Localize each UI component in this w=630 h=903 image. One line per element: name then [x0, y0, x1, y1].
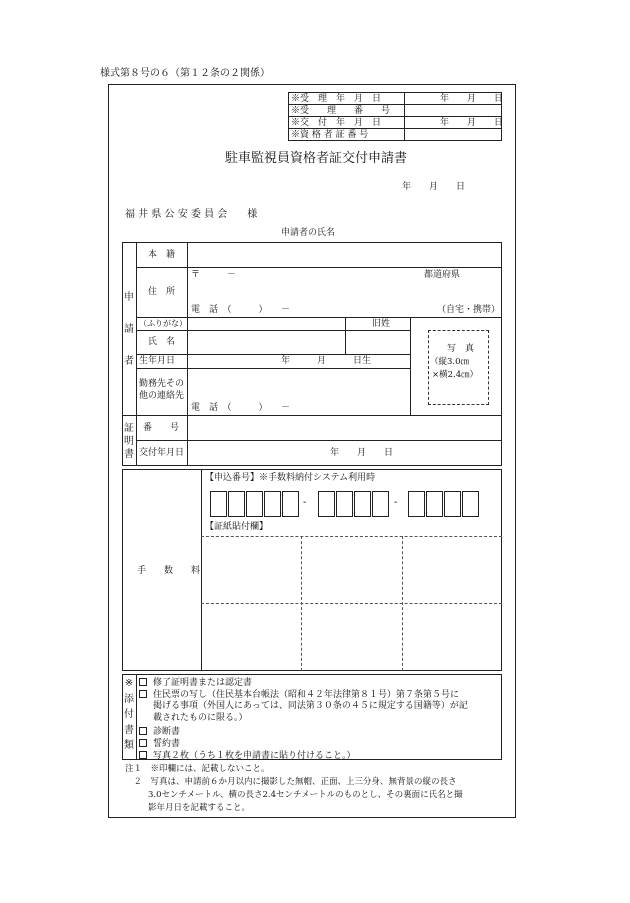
application-number-digit[interactable]	[210, 491, 227, 517]
honseki-label: 本 籍	[148, 250, 176, 260]
attachment-checkbox[interactable]	[139, 739, 147, 747]
office-row-value: 年 月 日	[440, 118, 504, 128]
application-number-digit[interactable]	[444, 491, 461, 517]
home-phone-field[interactable]: 電 話 （ ） －	[191, 305, 291, 315]
note-line: 注１ ※印欄には、記載しないこと。	[125, 764, 270, 774]
attachment-checkbox[interactable]	[139, 678, 147, 686]
workplace-label: 他の連絡先	[139, 391, 185, 401]
application-number-digit[interactable]	[228, 491, 245, 517]
application-number-digit[interactable]	[462, 491, 479, 517]
photo-size: （縦3.0㎝	[430, 357, 470, 367]
photo-frame	[428, 330, 489, 405]
photo-title: 写 真	[447, 344, 475, 354]
office-row-label: ※受 理 番 号	[291, 106, 391, 116]
attachment-item-continued: 掲げる事項（外国人にあっては、同法第３０条の４５に規定する国籍等）が記	[153, 701, 468, 711]
attachment-checkbox[interactable]	[139, 727, 147, 735]
fee-label: 手 数 料	[137, 566, 201, 576]
application-number-digit[interactable]	[408, 491, 425, 517]
application-number-digit[interactable]	[426, 491, 443, 517]
attachment-checkbox[interactable]	[139, 751, 147, 759]
application-number-digit[interactable]	[264, 491, 281, 517]
attachment-item: 写真２枚（うち１枚を申請書に貼り付けること。）	[139, 751, 356, 761]
work-phone-field[interactable]: 電 話 （ ） －	[191, 403, 291, 413]
office-row-label: ※交 付 年 月 日	[291, 118, 382, 128]
office-row-value: 年 月 日	[440, 94, 504, 104]
attachment-item: 誓約書	[139, 739, 180, 749]
attachments-side-label: ※ 添 付 書 類	[124, 678, 134, 751]
name-label: 氏 名	[148, 337, 176, 347]
applicant-side-label: 申 請 者	[124, 292, 134, 367]
application-date: 年 月 日	[402, 182, 466, 192]
addressee: 福 井 県 公 安 委 員 会 様	[125, 209, 258, 220]
birth-date-label: 生年月日	[139, 356, 176, 366]
application-number-digit[interactable]	[336, 491, 353, 517]
application-number-digit[interactable]	[372, 491, 389, 517]
note-line: ２ 写真は、申請前６か月以内に撮影した無帽、正面、上三分身、無背景の縦の長さ	[125, 777, 457, 787]
application-number-digit[interactable]	[318, 491, 335, 517]
certificate-date-label: 交付年月日	[139, 448, 185, 458]
applicant-name-label: 申請者の氏名	[281, 228, 336, 238]
application-number-label: 【申込番号】※手数料納付システム利用時	[205, 473, 376, 483]
attachment-item: 診断書	[139, 727, 180, 737]
workplace-label: 勤務先その	[139, 379, 185, 389]
attachment-item-continued: 載されたものに限る。）	[153, 713, 248, 723]
prefecture-label: 都道府県	[424, 270, 461, 280]
certificate-side-label: 証 明 書	[124, 423, 134, 460]
office-row-label: ※受 理 年 月 日	[291, 94, 382, 104]
attachment-item: 住民票の写し（住民基本台帳法（昭和４２年法律第８１号）第７条第５号に	[139, 690, 459, 700]
stamp-area-label: 【証紙貼付欄】	[205, 522, 269, 532]
attachment-item: 修了証明書または認定書	[139, 678, 252, 688]
document-title: 駐車監視員資格者証交付申請書	[225, 151, 408, 166]
note-line: 影年月日を記載すること。	[148, 803, 251, 813]
postal-code-field[interactable]: 〒 －	[191, 270, 237, 280]
photo-size: ×横2.4㎝）	[432, 370, 479, 380]
certificate-date-value: 年 月 日	[330, 448, 394, 458]
former-name-label: 旧姓	[372, 319, 391, 329]
digit-separator: -	[303, 497, 307, 508]
address-label: 住 所	[148, 287, 176, 297]
form-number: 様式第８号の６（第１２条の２関係）	[100, 68, 270, 79]
application-number-digit[interactable]	[282, 491, 299, 517]
furigana-label: （ふりがな）	[139, 319, 187, 328]
note-line: 3.0センチメートル、横の長さ2.4センチメートルのものとし、その裏面に氏名と撮	[148, 790, 463, 800]
phone-type-note: （自宅・携帯）	[437, 305, 501, 315]
application-number-digit[interactable]	[246, 491, 263, 517]
office-row-label: ※資 格 者 証 番 号	[291, 130, 369, 140]
attachment-checkbox[interactable]	[139, 690, 147, 698]
birth-date-value: 年 月 日生	[281, 356, 372, 366]
certificate-number-label: 番 号	[143, 423, 180, 433]
digit-separator: -	[394, 497, 398, 508]
application-number-digit[interactable]	[354, 491, 371, 517]
